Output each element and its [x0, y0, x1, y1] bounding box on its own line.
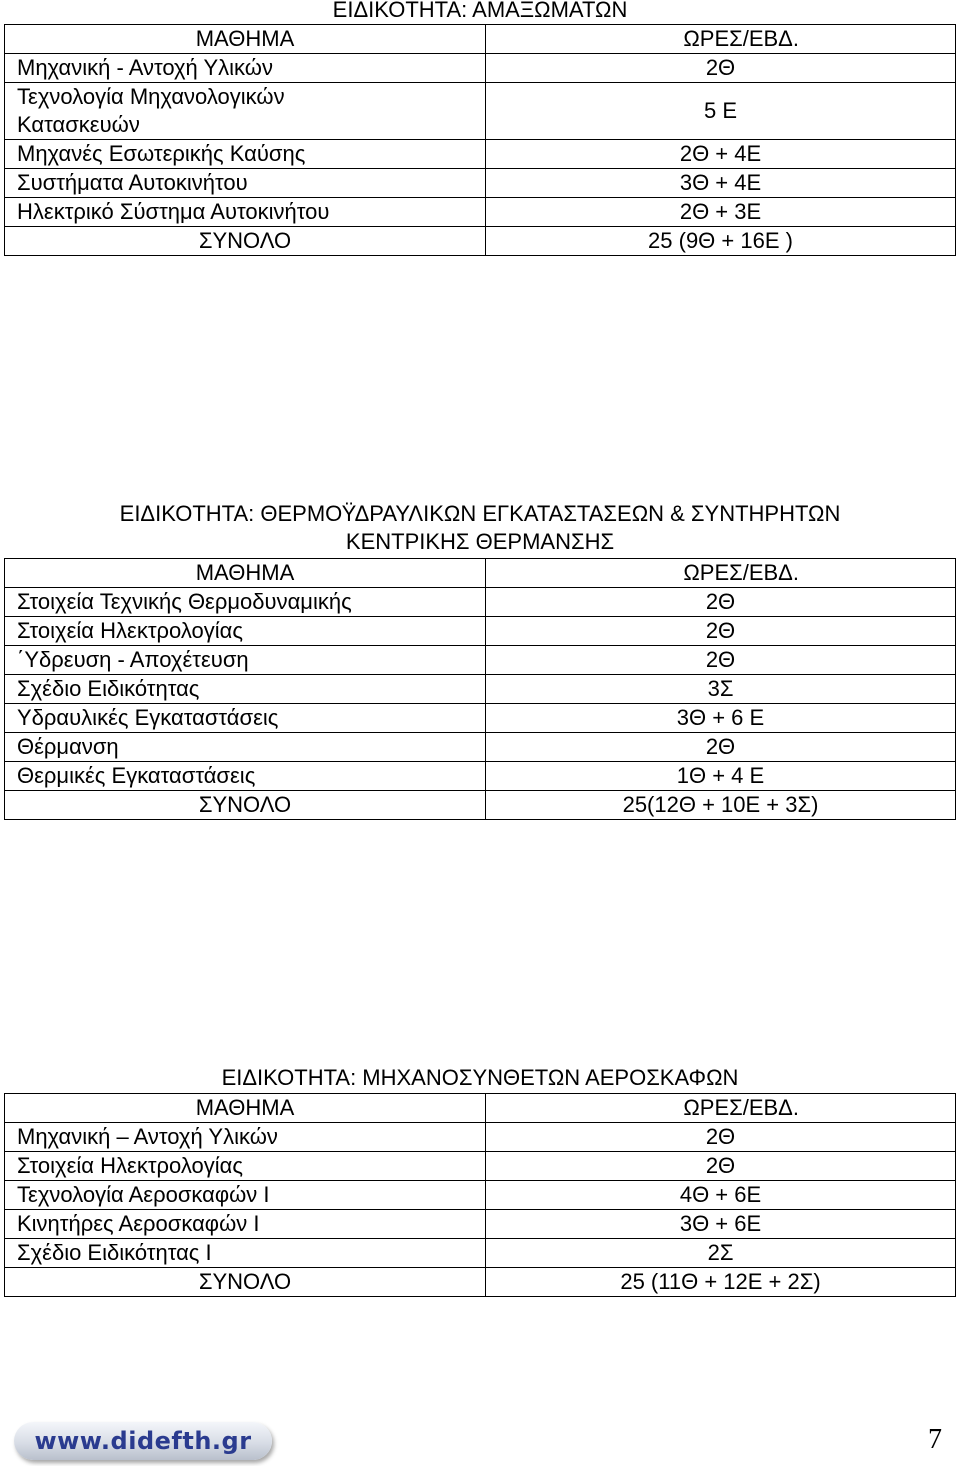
course-hours: 2Θ — [486, 1152, 956, 1181]
course-name-line: Τεχνολογία Μηχανολογικών — [17, 84, 285, 109]
course-hours: 1Θ + 4 Ε — [486, 762, 956, 791]
course-hours: 2Θ + 3Ε — [486, 198, 956, 227]
course-hours: 3Σ — [486, 675, 956, 704]
table-row — [5, 704, 956, 733]
course-name: Συστήματα Αυτοκινήτου — [5, 169, 486, 198]
course-hours: 2Θ — [486, 54, 956, 83]
column-header-course: ΜΑΘΗΜΑ — [5, 1094, 486, 1123]
table-row — [5, 1123, 956, 1152]
course-name: Σχέδιο Ειδικότητας Ι — [5, 1239, 486, 1268]
table-header-row — [5, 559, 956, 588]
total-label: ΣΥΝΟΛΟ — [5, 791, 486, 820]
table-row — [5, 617, 956, 646]
total-row — [5, 227, 956, 256]
course-hours: 2Σ — [486, 1239, 956, 1268]
course-name: Μηχανές Εσωτερικής Καύσης — [5, 140, 486, 169]
table-row — [5, 1210, 956, 1239]
course-hours: 4Θ + 6Ε — [486, 1181, 956, 1210]
table-row — [5, 54, 956, 83]
course-name: Ηλεκτρικό Σύστημα Αυτοκινήτου — [5, 198, 486, 227]
table-row — [5, 140, 956, 169]
total-hours: 25(12Θ + 10Ε + 3Σ) — [486, 791, 956, 820]
total-row — [5, 1268, 956, 1297]
total-label: ΣΥΝΟΛΟ — [5, 1268, 486, 1297]
table-row — [5, 1239, 956, 1268]
course-name: Κινητήρες Αεροσκαφών Ι — [5, 1210, 486, 1239]
course-name: Υδραυλικές Εγκαταστάσεις — [5, 704, 486, 733]
section-title — [0, 0, 960, 24]
course-name: ΄Υδρευση - Αποχέτευση — [5, 646, 486, 675]
total-hours: 25 (9Θ + 16Ε ) — [486, 227, 956, 256]
course-hours: 3Θ + 4Ε — [486, 169, 956, 198]
course-name: Στοιχεία Τεχνικής Θερμοδυναμικής — [5, 588, 486, 617]
table-row — [5, 83, 956, 140]
table-row — [5, 588, 956, 617]
course-hours: 2Θ — [486, 617, 956, 646]
course-name: Στοιχεία Ηλεκτρολογίας — [5, 617, 486, 646]
course-hours: 2Θ + 4Ε — [486, 140, 956, 169]
total-hours: 25 (11Θ + 12Ε + 2Σ) — [486, 1268, 956, 1297]
table-row — [5, 675, 956, 704]
table-row — [5, 169, 956, 198]
course-hours: 2Θ — [486, 733, 956, 762]
column-header-hours: ΩΡΕΣ/ΕΒΔ. — [486, 25, 956, 54]
course-name: Θέρμανση — [5, 733, 486, 762]
section-title-line: ΕΙΔΙΚΟΤΗΤΑ: ΜΗΧΑΝΟΣΥΝΘΕΤΩΝ ΑΕΡΟΣΚΑΦΩΝ — [221, 1065, 739, 1090]
column-header-hours: ΩΡΕΣ/ΕΒΔ. — [486, 559, 956, 588]
logo-text: www.didefth.gr — [34, 1427, 252, 1455]
table-row — [5, 1152, 956, 1181]
table-header-row — [5, 1094, 956, 1123]
course-name: Τεχνολογία Αεροσκαφών Ι — [5, 1181, 486, 1210]
section-title — [0, 500, 960, 556]
column-header-course: ΜΑΘΗΜΑ — [5, 559, 486, 588]
table-row — [5, 762, 956, 791]
course-name: Στοιχεία Ηλεκτρολογίας — [5, 1152, 486, 1181]
table-row — [5, 1181, 956, 1210]
course-name: Μηχανική – Αντοχή Υλικών — [5, 1123, 486, 1152]
course-name — [5, 83, 486, 140]
course-name-line: Κατασκευών — [17, 112, 140, 137]
course-hours: 2Θ — [486, 588, 956, 617]
page-number: 7 — [928, 1424, 942, 1455]
table-row — [5, 733, 956, 762]
course-table — [4, 24, 956, 256]
table-row — [5, 646, 956, 675]
site-logo[interactable] — [14, 1422, 272, 1460]
course-hours: 3Θ + 6 Ε — [486, 704, 956, 733]
column-header-hours: ΩΡΕΣ/ΕΒΔ. — [486, 1094, 956, 1123]
table-row — [5, 198, 956, 227]
section-title-line: ΚΕΝΤΡΙΚΗΣ ΘΕΡΜΑΝΣΗΣ — [345, 529, 615, 554]
course-table — [4, 558, 956, 820]
course-hours: 3Θ + 6Ε — [486, 1210, 956, 1239]
section-title — [0, 1064, 960, 1092]
course-name: Μηχανική - Αντοχή Υλικών — [5, 54, 486, 83]
course-hours: 5 Ε — [486, 83, 956, 140]
course-name: Θερμικές Εγκαταστάσεις — [5, 762, 486, 791]
total-row — [5, 791, 956, 820]
section-title-line: ΕΙΔΙΚΟΤΗΤΑ: ΘΕΡΜΟΫΔΡΑΥΛΙΚΩΝ ΕΓΚΑΤΑΣΤΑΣΕΩΝ & ΣΥΝΤΗΡΗΤΩΝ — [119, 501, 841, 526]
course-name: Σχέδιο Ειδικότητας — [5, 675, 486, 704]
column-header-course: ΜΑΘΗΜΑ — [5, 25, 486, 54]
course-hours: 2Θ — [486, 1123, 956, 1152]
section-title-line: ΕΙΔΙΚΟΤΗΤΑ: ΑΜΑΞΩΜΑΤΩΝ — [332, 0, 628, 22]
table-header-row — [5, 25, 956, 54]
course-hours: 2Θ — [486, 646, 956, 675]
course-table — [4, 1093, 956, 1297]
total-label: ΣΥΝΟΛΟ — [5, 227, 486, 256]
